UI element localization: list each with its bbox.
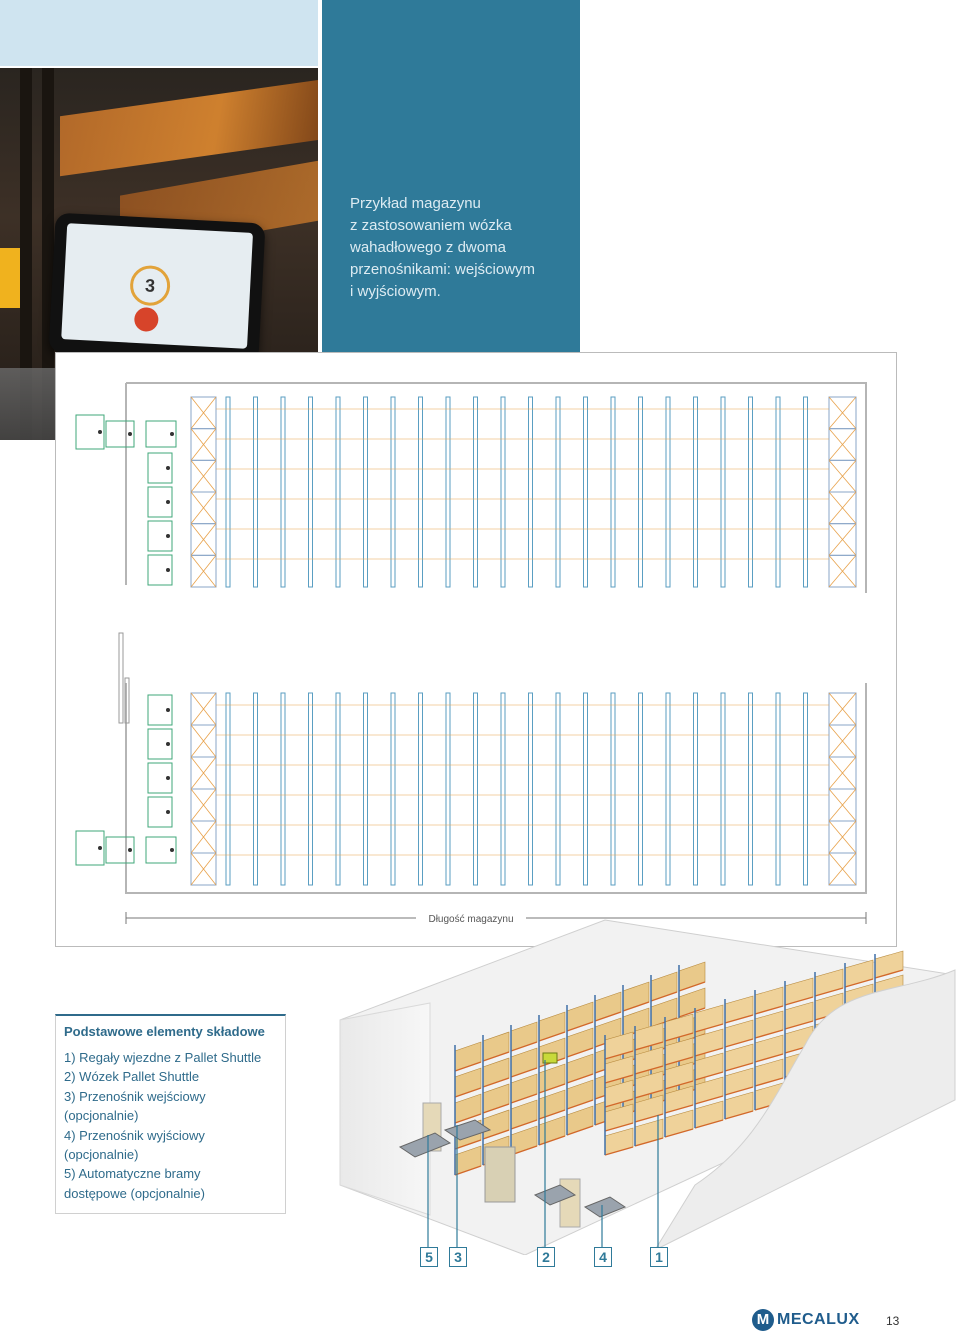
rack-upright bbox=[639, 693, 643, 885]
conveyor-sensor bbox=[166, 466, 170, 470]
warehouse-isometric-illustration bbox=[335, 885, 960, 1255]
rack-upright bbox=[584, 693, 588, 885]
rack-upright bbox=[804, 693, 808, 885]
callout-3: 3 bbox=[449, 1247, 467, 1267]
automatic-door bbox=[485, 1147, 515, 1202]
top-color-band bbox=[0, 0, 318, 66]
conveyor-sensor bbox=[98, 846, 102, 850]
conveyor-sensor bbox=[128, 432, 132, 436]
rack-upright bbox=[529, 693, 533, 885]
rack-upright bbox=[474, 693, 478, 885]
mecalux-logo bbox=[752, 1307, 860, 1333]
caption-line: Przykład magazynu bbox=[350, 195, 481, 212]
rack-upright bbox=[721, 397, 725, 587]
legend-item: (opcjonalnie) bbox=[64, 1108, 139, 1124]
rack-upright bbox=[226, 693, 230, 885]
legend-items bbox=[64, 1048, 261, 1203]
legend-item: dostępowe (opcjonalnie) bbox=[64, 1185, 205, 1201]
rack-upright bbox=[666, 693, 670, 885]
dimension-label: Długość magazynu bbox=[428, 914, 514, 925]
rack-upright bbox=[446, 397, 450, 587]
legend-item: 4) Przenośnik wyjściowy bbox=[64, 1127, 205, 1143]
conveyor-sensor bbox=[166, 810, 170, 814]
rack-upright bbox=[336, 693, 340, 885]
rack-upright bbox=[639, 397, 643, 587]
rack-upright bbox=[446, 693, 450, 885]
conveyor-sensor bbox=[166, 568, 170, 572]
callout-5: 5 bbox=[420, 1247, 438, 1267]
legend-item: (opcjonalnie) bbox=[64, 1147, 139, 1163]
rack-upright bbox=[254, 397, 258, 587]
legend-item: 5) Automatyczne bramy bbox=[64, 1166, 201, 1182]
control-tablet bbox=[48, 213, 265, 364]
callout-2: 2 bbox=[537, 1247, 555, 1267]
legend-item: 3) Przenośnik wejściowy bbox=[64, 1088, 206, 1104]
conveyor-sensor bbox=[170, 848, 174, 852]
tablet-counter: 3 bbox=[129, 265, 171, 307]
caption-text bbox=[350, 193, 570, 303]
conveyor-sensor bbox=[166, 534, 170, 538]
rack-upright bbox=[776, 397, 780, 587]
rack-upright bbox=[226, 397, 230, 587]
rack-upright bbox=[336, 397, 340, 587]
photo-yellow-part bbox=[0, 248, 20, 308]
rack-upright bbox=[419, 693, 423, 885]
rack-upright bbox=[721, 693, 725, 885]
rack-upright bbox=[474, 397, 478, 587]
rack-block-top bbox=[191, 397, 856, 587]
rack-upright bbox=[391, 693, 395, 885]
rack-upright bbox=[694, 693, 698, 885]
caption-line: z zastosowaniem wózka bbox=[350, 217, 512, 234]
callout-4: 4 bbox=[594, 1247, 612, 1267]
rack-upright bbox=[391, 397, 395, 587]
rack-upright bbox=[584, 397, 588, 587]
rack-upright bbox=[611, 693, 615, 885]
caption-line: przenośnikami: wejściowym bbox=[350, 261, 536, 278]
rack-upright bbox=[254, 693, 258, 885]
conveyor-sensor bbox=[170, 432, 174, 436]
rack-upright bbox=[556, 397, 560, 587]
conveyor-sensor bbox=[166, 708, 170, 712]
logo-text: MECALUX bbox=[777, 1311, 860, 1328]
logo-mark: M bbox=[752, 1309, 774, 1331]
rack-upright bbox=[364, 397, 368, 587]
rack-upright bbox=[749, 693, 753, 885]
automatic-door bbox=[560, 1179, 580, 1227]
door-frame bbox=[119, 633, 123, 723]
rack-upright bbox=[419, 397, 423, 587]
legend-box bbox=[55, 1014, 286, 1214]
warehouse-floor-plan bbox=[55, 352, 897, 947]
wall-top bbox=[126, 383, 866, 593]
conveyor-sensor bbox=[128, 848, 132, 852]
rack-block-bottom bbox=[191, 693, 856, 885]
caption-line: wahadłowego z dwoma bbox=[350, 239, 506, 256]
photo-orange-beam bbox=[60, 80, 318, 177]
rack-upright bbox=[776, 693, 780, 885]
page-number: 13 bbox=[886, 1314, 900, 1328]
rack-upright bbox=[694, 397, 698, 587]
rack-upright bbox=[749, 397, 753, 587]
caption-line: i wyjściowym. bbox=[350, 283, 441, 300]
rack-upright bbox=[309, 693, 313, 885]
rack-upright bbox=[529, 397, 533, 587]
rack-upright bbox=[666, 397, 670, 587]
legend-item: 1) Regały wjezdne z Pallet Shuttle bbox=[64, 1050, 262, 1065]
conveyor-sensor bbox=[166, 500, 170, 504]
warehouse-wall-left bbox=[340, 1003, 430, 1215]
rack-upright bbox=[364, 693, 368, 885]
tablet-screen bbox=[61, 223, 253, 349]
rack-upright bbox=[281, 693, 285, 885]
rack-upright bbox=[309, 397, 313, 587]
rack-upright bbox=[501, 397, 505, 587]
callout-1: 1 bbox=[650, 1247, 668, 1267]
wall-bottom bbox=[126, 683, 866, 893]
legend-title: Podstawowe elementy składowe bbox=[64, 1024, 265, 1039]
conveyor-sensor bbox=[166, 742, 170, 746]
rack-upright bbox=[611, 397, 615, 587]
rack-upright bbox=[281, 397, 285, 587]
tablet-stop-button bbox=[134, 307, 159, 332]
rack-upright bbox=[501, 693, 505, 885]
conveyor-sensor bbox=[166, 776, 170, 780]
floor-plan-drawing bbox=[56, 353, 896, 946]
legend-item: 2) Wózek Pallet Shuttle bbox=[64, 1069, 200, 1085]
conveyor-sensor bbox=[98, 430, 102, 434]
rack-upright bbox=[804, 397, 808, 587]
rack-upright bbox=[556, 693, 560, 885]
